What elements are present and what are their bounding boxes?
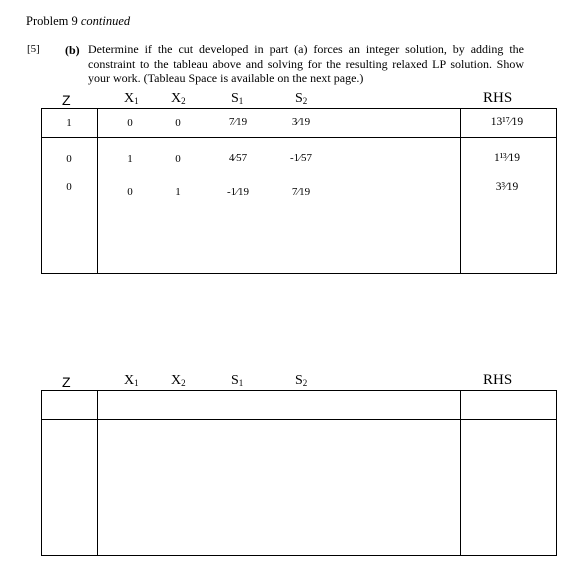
- row3-z: 0: [66, 181, 72, 193]
- marks-label: [5]: [27, 43, 40, 55]
- tableau2-header-rhs: RHS: [483, 372, 513, 388]
- tableau2-divider-right: [460, 390, 461, 556]
- tableau1-header-s1: [231, 91, 243, 107]
- s2-sub: 2: [302, 378, 308, 388]
- tableau1-divider-right: [460, 108, 461, 274]
- row2-x2: 0: [175, 153, 181, 165]
- row2-s2: -1⁄57: [290, 152, 312, 164]
- tableau2-objective-row-box: [41, 390, 557, 420]
- tableau1-header-x2: [171, 91, 186, 107]
- s1-base: S: [231, 373, 239, 388]
- tableau2-header-s1: [231, 373, 243, 389]
- tableau2-header-z: Z: [62, 374, 71, 390]
- tableau2-divider-left: [97, 390, 98, 556]
- row2-rhs: 1¹³⁄19: [493, 152, 521, 164]
- x2-base: X: [171, 373, 182, 388]
- x2-sub: 2: [181, 96, 186, 106]
- row3-rhs: 3³⁄19: [495, 181, 519, 193]
- page-title: [26, 14, 130, 29]
- question-text: Determine if the cut developed in part (a) forces an integer solution, by adding the constraint to the tableau above and solving for the resulting relaxed LP solution. Show your work. (Tableau Space is available on the next page.): [88, 42, 524, 85]
- tableau2-header-s2: [295, 373, 307, 389]
- question-part-label: (b): [65, 43, 80, 57]
- row1-s1: 7⁄19: [228, 116, 248, 128]
- row1-x1: 0: [127, 117, 133, 129]
- row3-s1: -1⁄19: [227, 186, 249, 198]
- problem-label: Problem 9: [26, 14, 78, 28]
- x1-sub: 1: [134, 378, 139, 388]
- s1-sub: 1: [238, 378, 244, 388]
- tableau1-header-s2: [295, 91, 307, 107]
- x2-base: X: [171, 91, 182, 106]
- row3-x2: 1: [175, 186, 181, 198]
- row1-x2: 0: [175, 117, 181, 129]
- continued-label: continued: [80, 14, 131, 28]
- row3-s2: 7⁄19: [291, 186, 311, 198]
- tableau2-header-x1: [124, 373, 139, 389]
- s1-base: S: [231, 91, 239, 106]
- row1-s2: 3⁄19: [291, 116, 311, 128]
- x1-base: X: [124, 91, 135, 106]
- s2-base: S: [295, 373, 303, 388]
- row2-x1: 1: [127, 153, 133, 165]
- s1-sub: 1: [238, 96, 244, 106]
- s2-sub: 2: [302, 96, 308, 106]
- x2-sub: 2: [181, 378, 186, 388]
- x1-sub: 1: [134, 96, 139, 106]
- tableau1-header-z: Z: [62, 92, 71, 108]
- row2-s1: 4⁄57: [228, 152, 248, 164]
- x1-base: X: [124, 373, 135, 388]
- row2-z: 0: [66, 153, 72, 165]
- tableau1-divider-left: [97, 108, 98, 274]
- s2-base: S: [295, 91, 303, 106]
- tableau1-header-rhs: RHS: [483, 90, 513, 106]
- tableau2-header-x2: [171, 373, 186, 389]
- tableau1-header-x1: [124, 91, 139, 107]
- row1-z: 1: [66, 117, 72, 129]
- tableau2-constraint-rows-box: [41, 419, 557, 556]
- row3-x1: 0: [127, 186, 133, 198]
- row1-rhs: 13¹⁷⁄19: [490, 116, 524, 128]
